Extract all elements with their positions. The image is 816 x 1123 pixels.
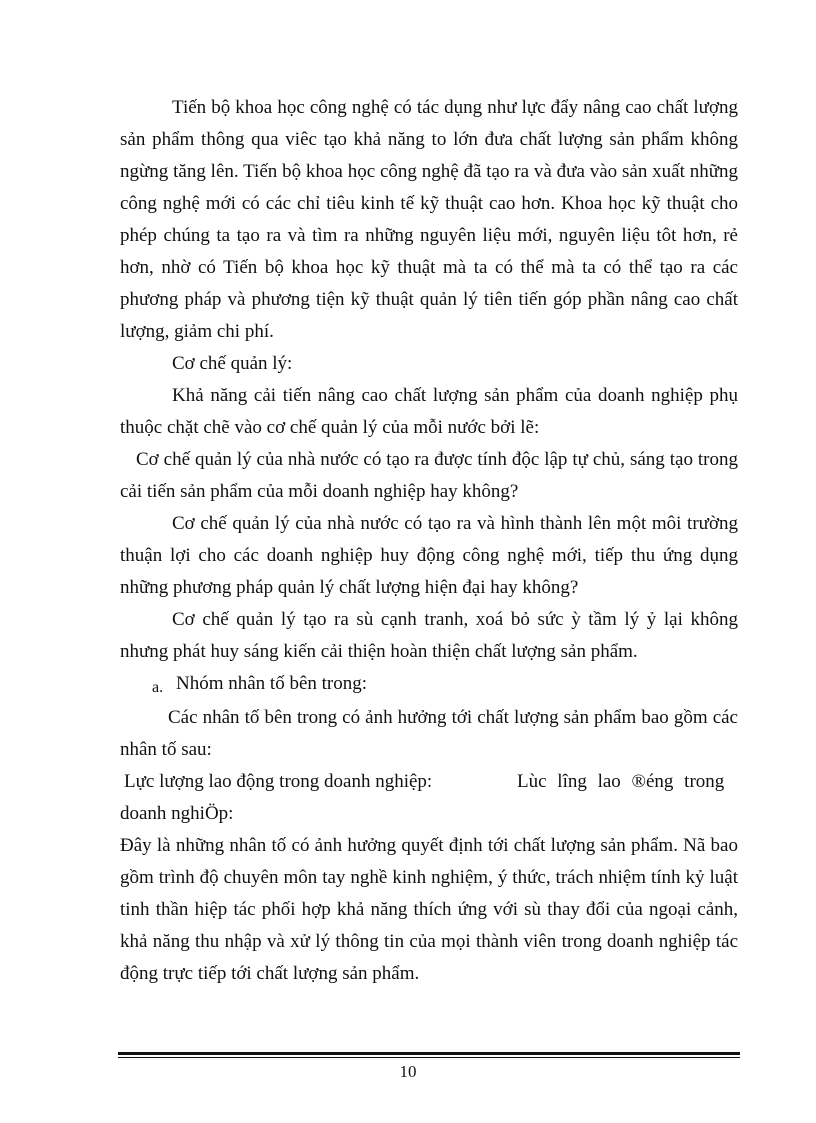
list-marker-a: a.	[152, 679, 164, 696]
paragraph-internal-factors-intro: Các nhân tố bên trong có ảnh hưởng tới chất lượng sản phẩm bao gồm các nhân tố sau:	[120, 707, 738, 760]
paragraph-labour-influence: Đây là những nhân tố có ảnh hưởng quyết định tới chất lượng sản phẩm. Nã bao gồm trình độ chuyên môn tay nghề kinh nghiệm, ý thức, trách nhiệm tính kỷ luật tinh thần hiệp tác phối hợp khả năng thích ứng với sù thay đổi của ngoại cảnh, khả năng thu nhập và xử lý thông tin của mọi thành viên trong doanh nghiệp tác động trực tiếp tới chất lượng sản phẩm.	[120, 835, 738, 984]
paragraph-tech-progress: Tiến bộ khoa học công nghệ có tác dụng như lực đẩy nâng cao chất lượng sản phẩm thông qua viêc tạo khả năng to lớn đưa chất lượng sản phẩm không ngừng tăng lên. Tiến bộ khoa học công nghệ đã tạo ra và đưa vào sản xuất những công nghệ mới có các chỉ tiêu kinh tế kỹ thuật cao hơn. Khoa học kỹ thuật cho phép chúng ta tạo ra và tìm ra những nguyên liệu mới, nguyên liệu tôt hơn, rẻ hơn, nhờ có Tiến bộ khoa học kỹ thuật mà ta có thể mà ta có thể tạo ra các phương pháp và phương tiện kỹ thuật quản lý tiên tiến góp phần nâng cao chất lượng, giảm chi phí.	[120, 97, 738, 342]
footer-rule-thick	[118, 1052, 740, 1055]
labour-force-label: Lực lượng lao động trong doanh nghiệp:	[124, 771, 433, 792]
paragraph-environment-question: Cơ chế quản lý của nhà nước có tạo ra và hình thành lên một môi trường thuận lợi cho các doanh nghiệp huy động công nghệ mới, tiếp thu ứng dụng những phương pháp quản lý chất lượng hiện đại hay không?	[120, 513, 738, 598]
footer-rule-thin	[118, 1057, 740, 1058]
paragraph-competition: Cơ chế quản lý tạo ra sù cạnh tranh, xoá bỏ sức ỳ tầm lý ỷ lại không nhưng phát huy sáng kiến cải thiện hoàn thiện chất lượng sản phẩm.	[120, 609, 738, 662]
paragraph-management-intro: Khả năng cải tiến nâng cao chất lượng sản phẩm của doanh nghiệp phụ thuộc chặt chẽ vào cơ chế quản lý của mỗi nước bởi lẽ:	[120, 385, 738, 438]
heading-internal-factors: Nhóm nhân tố bên trong:	[176, 673, 368, 694]
labour-force-garbled-cont: doanh nghiÖp:	[120, 803, 234, 824]
paragraph-independence-question: Cơ chế quản lý của nhà nước có tạo ra được tính độc lập tự chủ, sáng tạo trong cải tiến sản phẩm của mỗi doanh nghiệp hay không?	[120, 449, 738, 502]
heading-management-mechanism: Cơ chế quản lý:	[172, 353, 293, 374]
labour-force-garbled: Lùc lîng lao ®éng trong	[517, 771, 725, 792]
page-number: 10	[399, 1062, 417, 1081]
